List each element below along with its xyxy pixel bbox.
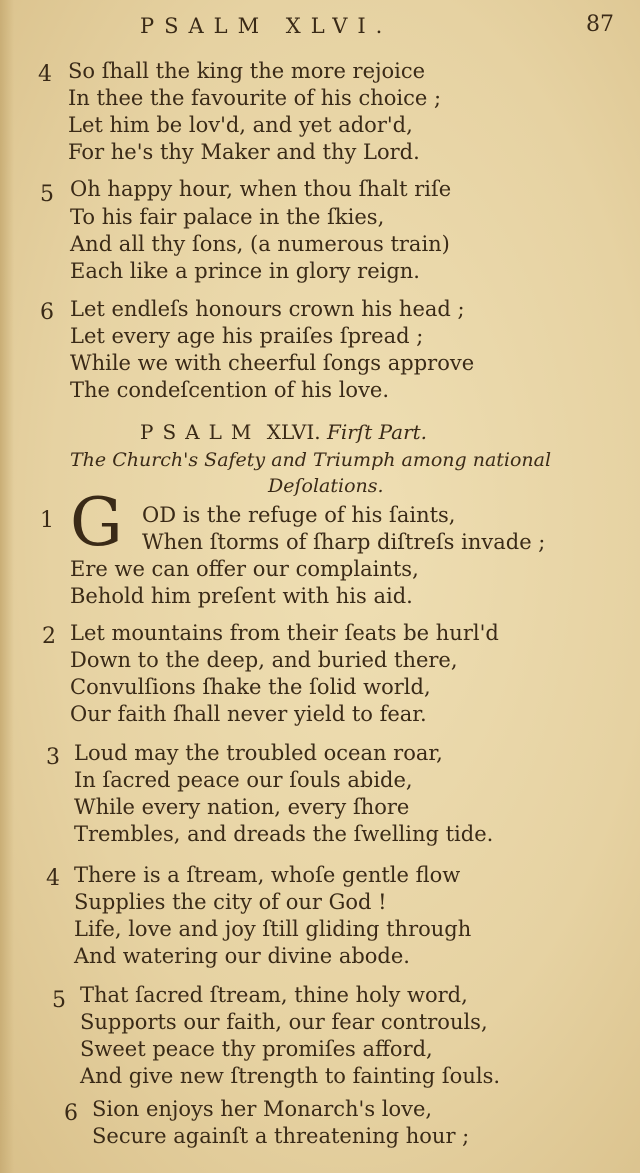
verse-line: For he's thy Maker and thy Lord. — [68, 140, 420, 164]
verse-line: Sweet peace thy promiſes afford, — [80, 1037, 433, 1061]
verse-line: Trembles, and dreads the ſwelling tide. — [74, 822, 494, 846]
verse-line: Let every age his praiſes ſpread ; — [70, 324, 424, 348]
verse-line: Let mountains from their ſeats be hurl'd — [70, 621, 499, 645]
verse-line: Life, love and joy ſtill gliding through — [74, 917, 472, 941]
verse-line: Loud may the troubled ocean roar, — [74, 741, 443, 765]
verse-line: While we with cheerful ſongs approve — [70, 351, 475, 375]
stanza-number: 1 — [40, 508, 54, 533]
verse-line: Oh happy hour, when thou ſhalt riſe — [70, 177, 452, 201]
verse-line: OD is the refuge of his ſaints, — [142, 503, 456, 527]
running-head: PSALM XLVI. — [140, 14, 393, 38]
verse-line: And watering our divine abode. — [74, 944, 410, 968]
verse-line: Ere we can offer our complaints, — [70, 557, 419, 581]
stanza-number: 6 — [40, 300, 54, 325]
verse-line: When ſtorms of ſharp diſtreſs invade ; — [142, 530, 546, 554]
verse-line: Secure againſt a threatening hour ; — [92, 1124, 470, 1148]
verse-line: And give new ſtrength to fainting ſouls. — [80, 1064, 501, 1088]
stanza-number: 4 — [38, 62, 52, 87]
verse-line: Let him be lov'd, and yet ador'd, — [68, 113, 413, 137]
verse-line: In ſacred peace our ſouls abide, — [74, 768, 413, 792]
verse-line: Supports our faith, our fear controuls, — [80, 1010, 488, 1034]
verse-line: Sion enjoys her Monarch's love, — [92, 1097, 433, 1121]
verse-line: Each like a prince in glory reign. — [70, 259, 420, 283]
section-heading — [140, 420, 427, 444]
stanza-number: 3 — [46, 745, 60, 770]
verse-line: Behold him preſent with his aid. — [70, 584, 413, 608]
verse-line: To his fair palace in the ſkies, — [70, 205, 385, 229]
verse-line: In thee the favourite of his choice ; — [68, 86, 442, 110]
verse-line: The condeſcention of his love. — [70, 378, 390, 402]
part-label: Firſt Part. — [326, 420, 428, 444]
section-subtitle-cont: Deſolations. — [268, 475, 384, 497]
verse-line: So ſhall the king the more rejoice — [68, 59, 426, 83]
stanza-number: 2 — [42, 624, 56, 649]
verse-line: Our faith ſhall never yield to fear. — [70, 702, 427, 726]
page-edge-shadow — [0, 0, 14, 1173]
stanza-number: 5 — [40, 182, 54, 207]
verse-line: Down to the deep, and buried there, — [70, 648, 458, 672]
verse-line: While every nation, every ſhore — [74, 795, 410, 819]
verse-line: Supplies the city of our God ! — [74, 890, 387, 914]
verse-line: There is a ſtream, whoſe gentle flow — [74, 863, 461, 887]
stanza-number: 6 — [64, 1101, 78, 1126]
psalm-label: PSALM — [140, 420, 261, 444]
stanza-number: 4 — [46, 866, 60, 891]
stanza-number: 5 — [52, 988, 66, 1013]
psalm-number: XLVI. — [266, 420, 321, 444]
verse-line: And all thy ſons, (a numerous train) — [70, 232, 450, 256]
drop-capital: G — [70, 484, 123, 561]
section-subtitle: The Church's Safety and Triumph among national — [70, 449, 552, 471]
verse-line: Let endleſs honours crown his head ; — [70, 297, 465, 321]
verse-line: Convulſions ſhake the ſolid world, — [70, 675, 431, 699]
page-number: 87 — [586, 12, 614, 37]
verse-line: That ſacred ſtream, thine holy word, — [80, 983, 468, 1007]
